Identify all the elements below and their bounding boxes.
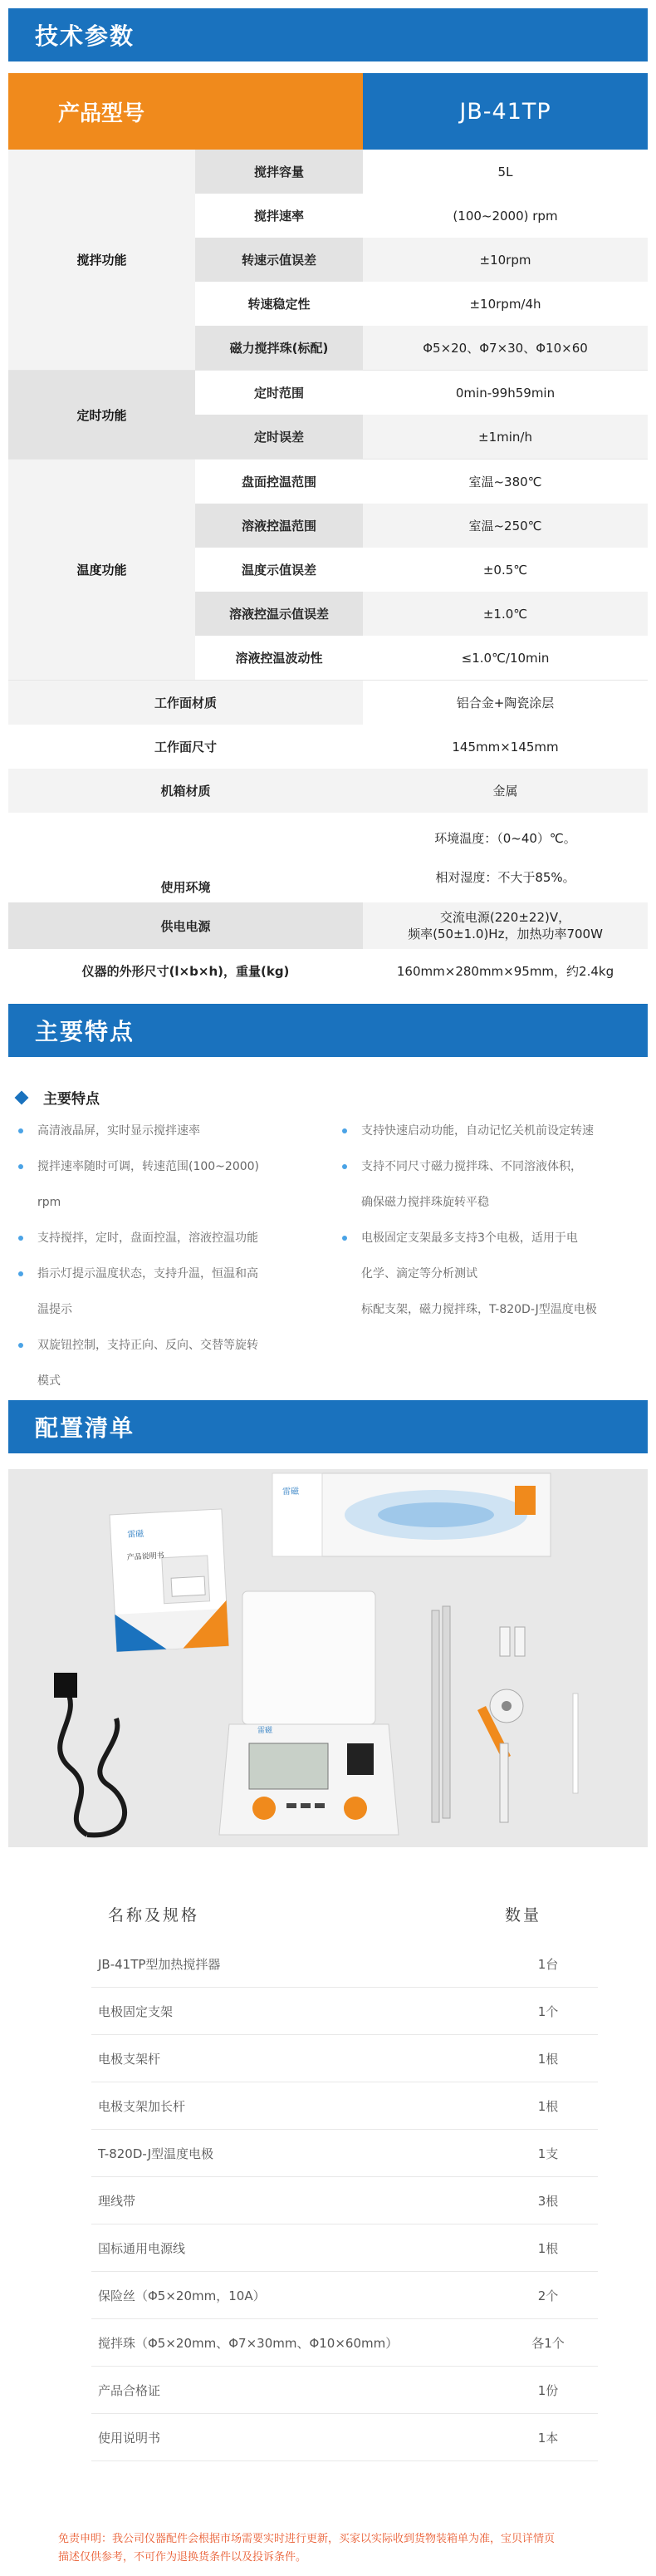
device-brand-text: 雷磁 — [257, 1727, 273, 1735]
spec-group-label: 温度功能 — [8, 460, 195, 680]
spec-group-temperature — [8, 460, 648, 681]
product-photo — [8, 1469, 648, 1847]
bullet-icon — [342, 1236, 347, 1241]
config-item-qty: 1本 — [537, 2430, 559, 2446]
spec-table — [8, 150, 648, 993]
feature-item — [342, 1113, 637, 1149]
feature-item — [18, 1364, 313, 1399]
config-item-name: 搅拌珠（Φ5×20mm、Φ7×30mm、Φ10×60mm） — [98, 2335, 399, 2351]
spec-row-surface-size — [8, 725, 648, 769]
config-item-name: 理线带 — [98, 2193, 136, 2209]
feature-text: rpm — [37, 1196, 61, 1209]
power-voltage: 交流电源(220±22)V， — [439, 910, 571, 925]
config-row — [91, 2272, 598, 2319]
feature-item — [18, 1149, 313, 1185]
config-item-qty: 1根 — [537, 2240, 559, 2256]
feature-item — [342, 1185, 637, 1221]
features-section-title: 主要特点 — [35, 1018, 135, 1045]
spec-row-dimensions — [8, 949, 648, 993]
spec-key: 工作面尺寸 — [154, 740, 217, 755]
features-section-header — [8, 1004, 648, 1057]
spec-key: 机箱材质 — [160, 784, 211, 799]
feature-item — [18, 1113, 313, 1149]
spec-value: 0min-99h59min — [363, 371, 648, 415]
bullet-icon — [342, 1128, 347, 1133]
config-row — [91, 2319, 598, 2367]
spec-key: 转速稳定性 — [195, 282, 363, 326]
spec-value: ±10rpm/4h — [363, 282, 648, 326]
diamond-icon — [15, 1090, 29, 1104]
config-header-qty: 数量 — [505, 1906, 542, 1925]
features-heading — [17, 1087, 100, 1108]
config-row — [91, 1940, 598, 1988]
config-row — [91, 2414, 598, 2461]
bullet-icon — [18, 1128, 23, 1133]
spec-value: ±0.5℃ — [363, 548, 648, 592]
spec-group-label: 定时功能 — [8, 371, 195, 459]
config-item-name: JB-41TP型加热搅拌器 — [98, 1956, 221, 1972]
config-item-qty: 1台 — [537, 1956, 559, 1972]
features-heading-text: 主要特点 — [43, 1091, 100, 1108]
environment-temperature: 环境温度：（0~40）℃。 — [434, 831, 576, 846]
spec-key: 使用环境 — [160, 880, 211, 895]
config-item-name: 保险丝（Φ5×20mm，10A） — [98, 2288, 266, 2303]
spec-key: 定时误差 — [195, 415, 363, 459]
spec-value: 160mm×280mm×95mm，约2.4kg — [396, 964, 614, 979]
config-item-name: 使用说明书 — [98, 2430, 161, 2446]
config-header-name: 名称及规格 — [108, 1906, 200, 1925]
spec-value: ±10rpm — [363, 238, 648, 282]
feature-text: 模式 — [37, 1374, 61, 1388]
spec-row-power — [8, 902, 648, 949]
spec-key: 搅拌速率 — [195, 194, 363, 238]
features-left-column — [18, 1113, 313, 1399]
spec-value: ±1min/h — [363, 415, 648, 459]
spec-value: 5L — [363, 150, 648, 194]
manual-brand-text: 雷磁 — [127, 1529, 144, 1540]
feature-text: 双旋钮控制，支持正向、反向、交替等旋转 — [37, 1339, 258, 1352]
spec-row-environment — [8, 813, 648, 902]
spec-value: 室温~380℃ — [363, 460, 648, 504]
spec-key: 定时范围 — [195, 371, 363, 415]
spec-value: ≤1.0℃/10min — [363, 636, 648, 680]
spec-group-stirring — [8, 150, 648, 371]
feature-text: 支持快速启动功能，自动记忆关机前设定转速 — [361, 1124, 594, 1138]
spec-key: 工作面材质 — [154, 696, 217, 710]
bullet-icon — [18, 1343, 23, 1348]
power-frequency: 频率(50±1.0)Hz，加热功率700W — [408, 927, 603, 941]
spec-row — [195, 238, 648, 282]
spec-value: Φ5×20、Φ7×30、Φ10×60 — [363, 326, 648, 370]
model-value: JB-41TP — [363, 73, 648, 150]
config-row — [91, 2130, 598, 2177]
spec-key: 溶液控温波动性 — [195, 636, 363, 680]
config-row — [91, 2225, 598, 2272]
disclaimer-line-2: 描述仅供参考，不可作为退换货条件以及投诉条件。 — [58, 2551, 307, 2564]
product-photo-illustration — [8, 1469, 648, 1847]
model-row — [8, 73, 648, 150]
spec-key: 仪器的外形尺寸(l×b×h)，重量(kg) — [81, 964, 290, 979]
disclaimer-line-1: 免责申明：我公司仪器配件会根据市场需要实时进行更新，买家以实际收到货物装箱单为准，宝贝详情页 — [58, 2533, 556, 2545]
spec-key: 供电电源 — [160, 918, 211, 934]
config-row — [91, 2177, 598, 2225]
config-item-qty: 1根 — [537, 2051, 559, 2067]
feature-text: 电极固定支架最多支持3个电极，适用于电 — [361, 1231, 578, 1245]
spec-key: 搅拌容量 — [195, 150, 363, 194]
config-item-name: 产品合格证 — [98, 2382, 161, 2398]
feature-text: 确保磁力搅拌珠旋转平稳 — [361, 1196, 489, 1209]
feature-item — [18, 1221, 313, 1256]
feature-text: 指示灯提示温度状态，支持升温，恒温和高 — [37, 1267, 258, 1281]
feature-text: 化学、滴定等分析测试 — [361, 1267, 477, 1281]
config-row — [91, 2367, 598, 2414]
spec-section-title: 技术参数 — [35, 22, 135, 50]
spec-value — [363, 813, 648, 902]
spec-row-case-material — [8, 769, 648, 813]
spec-key: 磁力搅拌珠(标配) — [195, 326, 363, 370]
config-row — [91, 2035, 598, 2082]
config-row — [91, 2082, 598, 2130]
feature-text: 搅拌速率随时可调，转速范围(100~2000) — [37, 1160, 260, 1173]
config-item-name: 电极支架杆 — [98, 2051, 161, 2067]
feature-item — [342, 1149, 637, 1185]
spec-row — [195, 504, 648, 548]
model-label: 产品型号 — [8, 73, 363, 150]
config-item-qty: 各1个 — [531, 2335, 565, 2351]
feature-item — [342, 1256, 637, 1292]
bullet-icon — [18, 1236, 23, 1241]
config-item-qty: 1根 — [537, 2098, 559, 2114]
feature-text: 温提示 — [37, 1303, 72, 1316]
spec-key: 溶液控温示值误差 — [195, 592, 363, 636]
spec-key: 盘面控温范围 — [195, 460, 363, 504]
bullet-icon — [18, 1164, 23, 1169]
spec-row — [195, 415, 648, 459]
manual-booklet — [110, 1509, 228, 1652]
spec-group-timer — [8, 371, 648, 460]
spec-row — [195, 150, 648, 194]
feature-item — [18, 1328, 313, 1364]
config-section-title: 配置清单 — [35, 1414, 135, 1442]
config-list — [91, 1940, 598, 2461]
disclaimer — [58, 2530, 623, 2567]
spec-row — [195, 194, 648, 238]
spec-key: 温度示值误差 — [195, 548, 363, 592]
svg-text:雷磁: 雷磁 — [282, 1487, 299, 1497]
config-item-name: 电极支架加长杆 — [98, 2098, 186, 2114]
spec-row — [195, 548, 648, 592]
spec-value: (100~2000) rpm — [363, 194, 648, 238]
spec-row — [195, 326, 648, 370]
environment-humidity: 相对湿度：不大于85%。 — [435, 870, 575, 885]
feature-text: 标配支架，磁力搅拌珠，T-820D-J型温度电极 — [361, 1303, 597, 1316]
config-item-qty: 3根 — [537, 2193, 559, 2209]
spec-row — [195, 636, 648, 680]
feature-text: 高清液晶屏，实时显示搅拌速率 — [37, 1124, 200, 1138]
feature-item — [18, 1256, 313, 1292]
feature-item — [18, 1292, 313, 1328]
config-row — [91, 1988, 598, 2035]
spec-row — [195, 592, 648, 636]
config-item-qty: 2个 — [537, 2288, 559, 2303]
spec-value: ±1.0℃ — [363, 592, 648, 636]
config-item-name: T-820D-J型温度电极 — [98, 2146, 214, 2161]
config-item-name: 国标通用电源线 — [98, 2240, 186, 2256]
spec-key: 溶液控温范围 — [195, 504, 363, 548]
config-item-qty: 1份 — [537, 2382, 559, 2398]
spec-value: 145mm×145mm — [452, 739, 559, 755]
spec-row — [195, 371, 648, 415]
features-right-column — [342, 1113, 637, 1328]
feature-item — [342, 1221, 637, 1256]
stirrer-device — [219, 1591, 399, 1835]
spec-row — [195, 282, 648, 326]
spec-row-surface-material — [8, 681, 648, 725]
config-item-qty: 1个 — [537, 2003, 559, 2019]
feature-text: 支持不同尺寸磁力搅拌珠、不同溶液体积， — [361, 1160, 582, 1173]
config-table-header — [0, 1903, 656, 1928]
feature-item — [18, 1185, 313, 1221]
config-item-name: 电极固定支架 — [98, 2003, 174, 2019]
bullet-icon — [18, 1271, 23, 1276]
spec-value: 金属 — [363, 769, 648, 813]
spec-group-label: 搅拌功能 — [8, 150, 195, 370]
feature-text: 支持搅拌，定时，盘面控温，溶液控温功能 — [37, 1231, 258, 1245]
spec-value: 铝合金+陶瓷涂层 — [363, 681, 648, 725]
config-section-header — [8, 1400, 648, 1453]
spec-section-header — [8, 8, 648, 61]
bullet-icon — [342, 1164, 347, 1169]
spec-key: 转速示值误差 — [195, 238, 363, 282]
manual-title-text: 产品说明书 — [126, 1551, 164, 1562]
spec-value: 室温~250℃ — [363, 504, 648, 548]
spec-row — [195, 460, 648, 504]
feature-item — [342, 1292, 637, 1328]
config-item-qty: 1支 — [537, 2146, 559, 2161]
spec-value — [363, 902, 648, 949]
product-box — [272, 1473, 551, 1556]
